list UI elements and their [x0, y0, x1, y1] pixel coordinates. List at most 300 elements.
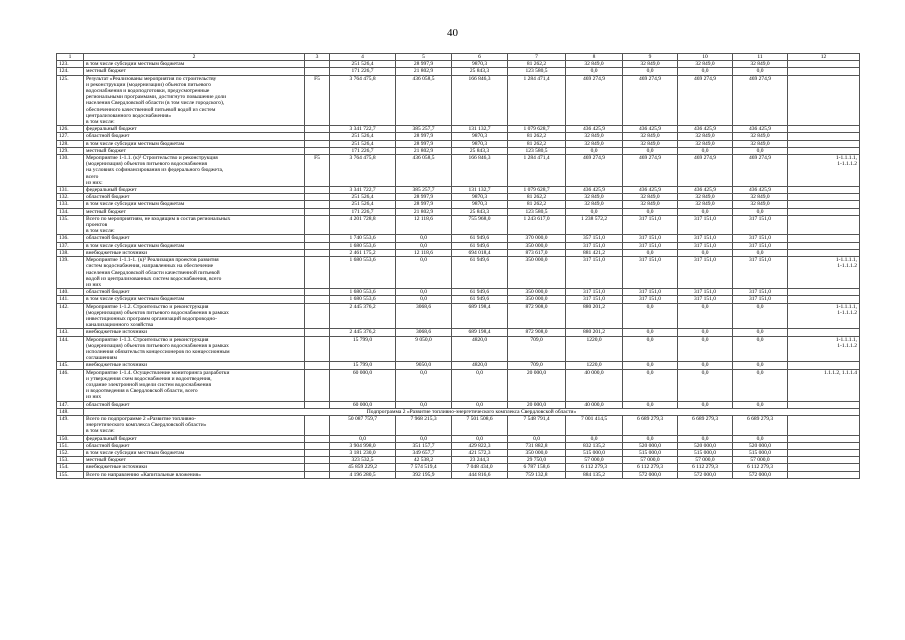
- value-col-4: 251 526,4: [330, 140, 396, 147]
- budget-table: [56, 53, 860, 479]
- value-col-8: 436 425,9: [566, 187, 623, 194]
- value-col-8: 32 849,0: [566, 194, 623, 201]
- value-col-4: 2 445 376,2: [330, 303, 396, 329]
- value-col-8: 436 425,9: [566, 126, 623, 133]
- value-col-7: 1 079 628,7: [508, 126, 566, 133]
- target-indicator: [788, 415, 860, 435]
- value-col-8: 0,0: [566, 68, 623, 75]
- table-row: [57, 303, 860, 329]
- column-number-10: 10: [678, 54, 733, 61]
- value-col-10: 6 112 279,3: [678, 464, 733, 471]
- row-number: 124.: [57, 68, 84, 75]
- value-col-6: 421 572,3: [452, 449, 508, 456]
- row-code: [305, 126, 330, 133]
- value-col-9: 0,0: [623, 147, 678, 154]
- value-col-10: 317 151,0: [678, 296, 733, 303]
- value-col-6: 61 949,6: [452, 257, 508, 289]
- row-number: 155.: [57, 471, 84, 478]
- value-col-9: 6 112 279,3: [623, 464, 678, 471]
- row-number: 137.: [57, 242, 84, 249]
- value-col-6: 25 843,3: [452, 68, 508, 75]
- value-col-11: 572 000,0: [733, 471, 788, 478]
- table-row: [57, 442, 860, 449]
- column-number-1: 1: [57, 54, 84, 61]
- value-col-5: 28 997,9: [396, 61, 452, 68]
- row-name: внебюджетные источники: [84, 329, 305, 336]
- value-col-6: 131 132,7: [452, 187, 508, 194]
- row-code: [305, 457, 330, 464]
- value-col-9: 0,0: [623, 68, 678, 75]
- target-indicator: 1-1.1.1.1, 1-1.1.1.2: [788, 303, 860, 329]
- value-col-6: 0,0: [452, 401, 508, 408]
- row-name: Мероприятие 1-1.4. Осуществление мониторинга разработки и утверждения схем водоснабжения и водоотведения, создание электронной модели систем водоснабжения и водоотведения в Свердловской области, всего из них: [84, 369, 305, 401]
- value-col-4: 251 526,4: [330, 133, 396, 140]
- value-col-7: 1 284 471,4: [508, 155, 566, 187]
- value-col-11: 0,0: [733, 336, 788, 362]
- target-indicator: [788, 147, 860, 154]
- target-indicator: [788, 187, 860, 194]
- row-code: [305, 242, 330, 249]
- row-number: 154.: [57, 464, 84, 471]
- value-col-6: 9870,3: [452, 201, 508, 208]
- row-number: 129.: [57, 147, 84, 154]
- value-col-11: 317 151,0: [733, 215, 788, 235]
- row-number: 151.: [57, 442, 84, 449]
- row-code: [305, 329, 330, 336]
- value-col-10: 317 151,0: [678, 235, 733, 242]
- value-col-11: 0,0: [733, 68, 788, 75]
- value-col-10: 0,0: [678, 303, 733, 329]
- value-col-6: 7 048 434,0: [452, 464, 508, 471]
- value-col-5: 0,0: [396, 289, 452, 296]
- page-number: 40: [447, 27, 458, 39]
- value-col-6: 689 198,4: [452, 329, 508, 336]
- table-row: [57, 194, 860, 201]
- row-name: областной бюджет: [84, 235, 305, 242]
- value-col-11: 317 151,0: [733, 296, 788, 303]
- table-body: [57, 54, 860, 479]
- value-col-11: 0,0: [733, 435, 788, 442]
- value-col-7: 0,0: [508, 435, 566, 442]
- row-code: [305, 61, 330, 68]
- value-col-5: 3068,6: [396, 329, 452, 336]
- row-name: федеральный бюджет: [84, 435, 305, 442]
- row-name: местный бюджет: [84, 147, 305, 154]
- column-number-12: 12: [788, 54, 860, 61]
- value-col-9: 32 849,0: [623, 61, 678, 68]
- table-row: [57, 336, 860, 362]
- row-code: [305, 140, 330, 147]
- row-name: внебюджетные источники: [84, 464, 305, 471]
- row-code: [305, 449, 330, 456]
- row-name: Всего по подпрограмме 2 «Развитие топливно- энергетического комплекса Свердловской области» в том числе:: [84, 415, 305, 435]
- value-col-8: 1220,0: [566, 362, 623, 369]
- value-col-9: 0,0: [623, 362, 678, 369]
- row-code: [305, 464, 330, 471]
- value-col-9: 469 274,9: [623, 75, 678, 126]
- value-col-4: 45 859 229,2: [330, 464, 396, 471]
- row-code: [305, 289, 330, 296]
- value-col-10: 515 000,0: [678, 449, 733, 456]
- value-col-10: 32 849,0: [678, 201, 733, 208]
- value-col-8: 57 000,0: [566, 457, 623, 464]
- value-col-4: 251 526,4: [330, 194, 396, 201]
- value-col-7: 872 908,0: [508, 303, 566, 329]
- value-col-9: 317 151,0: [623, 289, 678, 296]
- row-code: [305, 68, 330, 75]
- row-code: [305, 336, 330, 362]
- row-number: 125.: [57, 75, 84, 126]
- value-col-5: 351 157,7: [396, 442, 452, 449]
- target-indicator: [788, 296, 860, 303]
- value-col-4: 15 799,0: [330, 336, 396, 362]
- value-col-6: 694 018,4: [452, 249, 508, 256]
- target-indicator: [788, 442, 860, 449]
- column-number-8: 8: [566, 54, 623, 61]
- value-col-10: 317 151,0: [678, 257, 733, 289]
- value-col-9: 520 000,0: [623, 442, 678, 449]
- value-col-11: 0,0: [733, 401, 788, 408]
- target-indicator: [788, 464, 860, 471]
- value-col-7: 873 617,0: [508, 249, 566, 256]
- value-col-8: 40 000,0: [566, 369, 623, 401]
- value-col-8: 880 201,2: [566, 329, 623, 336]
- value-col-5: 28 997,9: [396, 201, 452, 208]
- target-indicator: [788, 208, 860, 215]
- value-col-10: 0,0: [678, 435, 733, 442]
- value-col-5: 392 195,9: [396, 471, 452, 478]
- target-indicator: [788, 75, 860, 126]
- target-indicator: [788, 61, 860, 68]
- table-row: [57, 155, 860, 187]
- value-col-8: 317 151,0: [566, 257, 623, 289]
- value-col-6: 0,0: [452, 435, 508, 442]
- value-col-7: 759 132,8: [508, 471, 566, 478]
- table-row: [57, 126, 860, 133]
- target-indicator: [788, 201, 860, 208]
- value-col-9: 436 425,9: [623, 126, 678, 133]
- value-col-4: 4 201 728,8: [330, 215, 396, 235]
- table-row: [57, 296, 860, 303]
- row-code: [305, 415, 330, 435]
- value-col-6: 444 816,6: [452, 471, 508, 478]
- value-col-5: 7 574 519,4: [396, 464, 452, 471]
- value-col-6: 9870,3: [452, 194, 508, 201]
- row-name: внебюджетные источники: [84, 249, 305, 256]
- target-indicator: [788, 449, 860, 456]
- value-col-9: 469 274,9: [623, 155, 678, 187]
- target-indicator: 1-1.1.1.1, 1-1.1.1.2: [788, 257, 860, 289]
- value-col-9: 317 151,0: [623, 296, 678, 303]
- value-col-5: 3068,6: [396, 303, 452, 329]
- row-number: 141.: [57, 296, 84, 303]
- value-col-8: 7 001 414,5: [566, 415, 623, 435]
- column-number-11: 11: [733, 54, 788, 61]
- value-col-11: 436 425,9: [733, 126, 788, 133]
- value-col-6: 166 846,3: [452, 155, 508, 187]
- value-col-10: 32 849,0: [678, 133, 733, 140]
- table-row: [57, 435, 860, 442]
- value-col-5: 12 118,6: [396, 249, 452, 256]
- value-col-10: 317 151,0: [678, 215, 733, 235]
- value-col-6: 131 132,7: [452, 126, 508, 133]
- value-col-7: 29 750,0: [508, 457, 566, 464]
- value-col-4: 3 764 475,8: [330, 75, 396, 126]
- value-col-10: 0,0: [678, 336, 733, 362]
- value-col-9: 32 849,0: [623, 194, 678, 201]
- row-number: 126.: [57, 126, 84, 133]
- value-col-7: 20 000,0: [508, 401, 566, 408]
- row-name: внебюджетные источники: [84, 362, 305, 369]
- target-indicator: 1-1.1.1.1, 1-1.1.1.2: [788, 155, 860, 187]
- value-col-10: 0,0: [678, 249, 733, 256]
- value-col-11: 520 000,0: [733, 442, 788, 449]
- table-row: [57, 201, 860, 208]
- value-col-8: 6 112 279,3: [566, 464, 623, 471]
- value-col-11: 0,0: [733, 147, 788, 154]
- value-col-4: 323 532,5: [330, 457, 396, 464]
- value-col-4: 1 680 553,6: [330, 296, 396, 303]
- value-col-8: 40 000,0: [566, 401, 623, 408]
- value-col-9: 0,0: [623, 336, 678, 362]
- value-col-7: 7 548 791,4: [508, 415, 566, 435]
- value-col-8: 32 849,0: [566, 140, 623, 147]
- value-col-8: 0,0: [566, 147, 623, 154]
- value-col-7: 81 262,2: [508, 194, 566, 201]
- value-col-4: 1 680 553,6: [330, 289, 396, 296]
- row-code: [305, 471, 330, 478]
- value-col-11: 317 151,0: [733, 257, 788, 289]
- value-col-11: 0,0: [733, 249, 788, 256]
- value-col-4: 3 904 998,0: [330, 442, 396, 449]
- value-col-11: 32 849,0: [733, 140, 788, 147]
- value-col-5: 0,0: [396, 435, 452, 442]
- value-col-9: 572 000,0: [623, 471, 678, 478]
- value-col-5: 436 058,5: [396, 155, 452, 187]
- value-col-11: 0,0: [733, 329, 788, 336]
- value-col-10: 317 151,0: [678, 289, 733, 296]
- row-name: Всего по мероприятиям, не входящим в состав региональных проектов в том числе:: [84, 215, 305, 235]
- value-col-9: 317 151,0: [623, 242, 678, 249]
- row-number: 153.: [57, 457, 84, 464]
- row-name: областной бюджет: [84, 133, 305, 140]
- value-col-8: 884 135,2: [566, 471, 623, 478]
- value-col-5: 385 257,7: [396, 126, 452, 133]
- row-number: 131.: [57, 187, 84, 194]
- value-col-11: 0,0: [733, 369, 788, 401]
- row-name: в том числе субсидии местным бюджетам: [84, 61, 305, 68]
- row-name: областной бюджет: [84, 401, 305, 408]
- row-name: Мероприятие 1-1.1. (к)² Строительство и реконструкция (модернизация) объектов питьевого водоснабжения на условиях софинансирования из федерального бюджета, всего из них:: [84, 155, 305, 187]
- value-col-9: 0,0: [623, 435, 678, 442]
- column-number-row: [57, 54, 860, 61]
- target-indicator: [788, 235, 860, 242]
- row-name: Мероприятие 1-1.2. Строительство и реконструкция (модернизация) объектов питьевого водоснабжения в рамках инвестиционных программ организаций водопроводно- канализационного хозяйства: [84, 303, 305, 329]
- value-col-8: 469 274,9: [566, 75, 623, 126]
- value-col-9: 436 425,9: [623, 187, 678, 194]
- value-col-4: 60 000,0: [330, 369, 396, 401]
- value-col-5: 385 257,7: [396, 187, 452, 194]
- row-code: [305, 435, 330, 442]
- value-col-10: 469 274,9: [678, 155, 733, 187]
- value-col-9: 515 000,0: [623, 449, 678, 456]
- value-col-10: 0,0: [678, 208, 733, 215]
- value-col-9: 0,0: [623, 369, 678, 401]
- row-number: 143.: [57, 329, 84, 336]
- value-col-10: 0,0: [678, 147, 733, 154]
- value-col-9: 317 151,0: [623, 257, 678, 289]
- value-col-5: 28 997,9: [396, 133, 452, 140]
- table-row: [57, 140, 860, 147]
- target-indicator: [788, 362, 860, 369]
- target-indicator: [788, 68, 860, 75]
- row-code: [305, 362, 330, 369]
- row-number: 133.: [57, 201, 84, 208]
- row-number: 149.: [57, 415, 84, 435]
- table-row: [57, 187, 860, 194]
- target-indicator: [788, 289, 860, 296]
- value-col-4: 60 000,0: [330, 401, 396, 408]
- row-name: федеральный бюджет: [84, 187, 305, 194]
- value-col-10: 32 849,0: [678, 140, 733, 147]
- table-row: [57, 415, 860, 435]
- value-col-7: 350 000,0: [508, 289, 566, 296]
- target-indicator: [788, 215, 860, 235]
- value-col-7: 20 000,0: [508, 369, 566, 401]
- value-col-4: 3 341 722,7: [330, 126, 396, 133]
- value-col-4: 251 526,4: [330, 201, 396, 208]
- value-col-6: 25 843,3: [452, 208, 508, 215]
- value-col-7: 1 079 628,7: [508, 187, 566, 194]
- column-number-2: 2: [84, 54, 305, 61]
- value-col-9: 0,0: [623, 401, 678, 408]
- value-col-7: 731 882,8: [508, 442, 566, 449]
- target-indicator: [788, 329, 860, 336]
- value-col-11: 317 151,0: [733, 235, 788, 242]
- row-code: [305, 187, 330, 194]
- row-number: 145.: [57, 362, 84, 369]
- table-row: [57, 242, 860, 249]
- value-col-8: 0,0: [566, 208, 623, 215]
- row-name: Мероприятие 1-1.3. Строительство и реконструкция (модернизация) объектов питьевого водоснабжения в рамках исполнения обязательств концессионеров по концессионным соглашениям: [84, 336, 305, 362]
- target-indicator: [788, 401, 860, 408]
- row-code: [305, 235, 330, 242]
- value-col-11: 317 151,0: [733, 242, 788, 249]
- value-col-4: 2 461 175,2: [330, 249, 396, 256]
- value-col-7: 709,0: [508, 362, 566, 369]
- value-col-8: 32 849,0: [566, 133, 623, 140]
- value-col-11: 317 151,0: [733, 289, 788, 296]
- value-col-11: 0,0: [733, 208, 788, 215]
- value-col-10: 0,0: [678, 68, 733, 75]
- value-col-4: 0,0: [330, 435, 396, 442]
- value-col-6: 61 949,6: [452, 242, 508, 249]
- row-name: Всего по направлению «Капитальные вложения»: [84, 471, 305, 478]
- value-col-5: 21 802,9: [396, 147, 452, 154]
- value-col-5: 21 802,9: [396, 68, 452, 75]
- row-code: F5: [305, 155, 330, 187]
- row-number: 144.: [57, 336, 84, 362]
- value-col-5: 0,0: [396, 369, 452, 401]
- value-col-9: 32 849,0: [623, 201, 678, 208]
- value-col-6: 689 198,4: [452, 303, 508, 329]
- value-col-5: 12 118,6: [396, 215, 452, 235]
- table-row: [57, 362, 860, 369]
- row-code: [305, 257, 330, 289]
- value-col-10: 0,0: [678, 369, 733, 401]
- row-code: [305, 303, 330, 329]
- value-col-8: 515 000,0: [566, 449, 623, 456]
- value-col-7: 709,0: [508, 336, 566, 362]
- value-col-9: 317 151,0: [623, 235, 678, 242]
- value-col-6: 0,0: [452, 369, 508, 401]
- row-name: Мероприятие 1-1.1-1. (к)² Реализация проектов развития систем водоснабжения, направленных на обеспечение населения Свердловской области качественной питьевой водой из централизованных систем водоснабжения, всего из них: [84, 257, 305, 289]
- table-row: [57, 408, 860, 415]
- value-col-5: 28 997,9: [396, 140, 452, 147]
- value-col-5: 0,0: [396, 235, 452, 242]
- target-indicator: [788, 242, 860, 249]
- value-col-11: 515 000,0: [733, 449, 788, 456]
- row-name: областной бюджет: [84, 442, 305, 449]
- row-name: областной бюджет: [84, 289, 305, 296]
- row-number: 140.: [57, 289, 84, 296]
- row-number: 134.: [57, 208, 84, 215]
- row-number: 138.: [57, 249, 84, 256]
- value-col-6: 7 501 508,6: [452, 415, 508, 435]
- value-col-8: 0,0: [566, 435, 623, 442]
- row-number: 147.: [57, 401, 84, 408]
- table-row: [57, 249, 860, 256]
- row-name: в том числе субсидии местным бюджетам: [84, 449, 305, 456]
- target-indicator: 1-1.1.1.1, 1-1.1.1.2: [788, 336, 860, 362]
- value-col-5: 0,0: [396, 296, 452, 303]
- value-col-10: 572 000,0: [678, 471, 733, 478]
- value-col-8: 32 849,0: [566, 61, 623, 68]
- value-col-11: 32 849,0: [733, 201, 788, 208]
- value-col-10: 0,0: [678, 329, 733, 336]
- value-col-4: 4 196 280,5: [330, 471, 396, 478]
- row-number: 152.: [57, 449, 84, 456]
- table-row: [57, 369, 860, 401]
- row-number: 142.: [57, 303, 84, 329]
- value-col-8: 1 238 572,2: [566, 215, 623, 235]
- row-number: 128.: [57, 140, 84, 147]
- table-row: [57, 235, 860, 242]
- row-name: в том числе субсидии местным бюджетам: [84, 201, 305, 208]
- target-indicator: [788, 126, 860, 133]
- value-col-6: 9870,3: [452, 133, 508, 140]
- value-col-5: 9 050,0: [396, 336, 452, 362]
- value-col-10: 436 425,9: [678, 187, 733, 194]
- table-row: [57, 215, 860, 235]
- value-col-6: 61 949,6: [452, 289, 508, 296]
- value-col-8: 881 421,2: [566, 249, 623, 256]
- row-name: областной бюджет: [84, 194, 305, 201]
- value-col-7: 872 908,0: [508, 329, 566, 336]
- value-col-9: 0,0: [623, 329, 678, 336]
- value-col-8: 880 201,2: [566, 303, 623, 329]
- target-indicator: [788, 471, 860, 478]
- row-name: Результат «Реализованы мероприятия по строительству и реконструкции (модернизации) объектов питьевого водоснабжения и водоподготовки, предусмотренные региональными программами, достигнуто повышение доли населения Свердловской области (в том числе городского), обеспеченного качественной питьевой водой из систем централизованного водоснабжения» в том числе:: [84, 75, 305, 126]
- value-col-8: 32 849,0: [566, 201, 623, 208]
- value-col-7: 81 262,2: [508, 140, 566, 147]
- value-col-5: 0,0: [396, 242, 452, 249]
- value-col-7: 1 284 471,4: [508, 75, 566, 126]
- value-col-6: 9870,3: [452, 61, 508, 68]
- value-col-6: 429 822,3: [452, 442, 508, 449]
- target-indicator: [788, 194, 860, 201]
- row-number: 148.: [57, 408, 84, 415]
